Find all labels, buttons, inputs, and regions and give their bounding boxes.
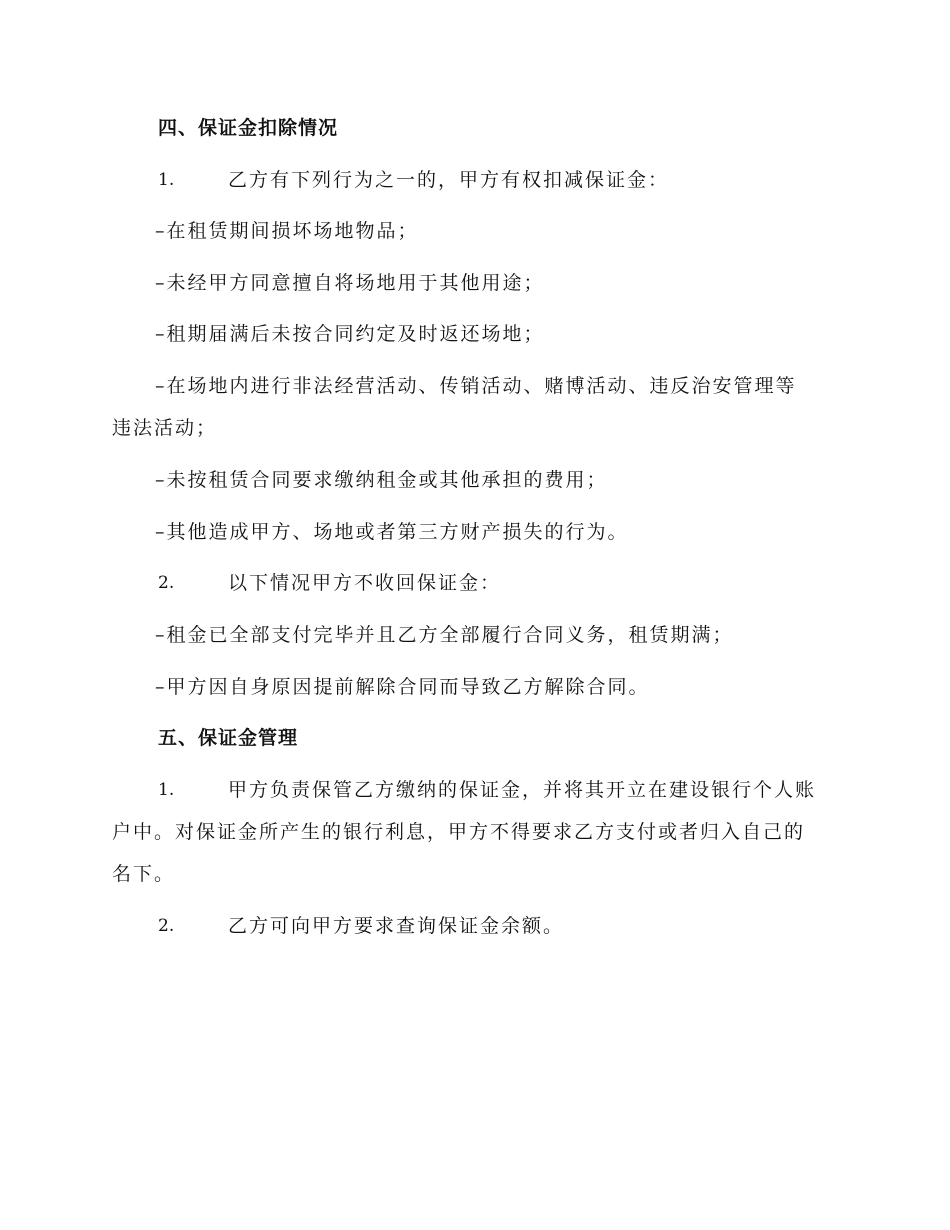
item-continuation: 户中。对保证金所产生的银行利息，甲方不得要求乙方支付或者归入自己的 (112, 821, 806, 843)
item-text: 以下情况甲方不收回保证金： (228, 572, 502, 594)
item-text: 乙方有下列行为之一的，甲方有权扣减保证金： (228, 169, 670, 191)
item-text: 乙方可向甲方要求查询保证金余额。 (228, 915, 565, 937)
bullet-line: –甲方因自身原因提前解除合同而导致乙方解除合同。 (155, 676, 650, 698)
section-heading-4: 四、保证金扣除情况 (158, 117, 339, 139)
item-number: 2. (158, 916, 175, 936)
item-number: 1. (158, 780, 175, 800)
bullet-line: –租期届满后未按合同约定及时返还场地； (155, 323, 545, 345)
item-number: 2. (158, 573, 175, 593)
bullet-line: –在租赁期间损坏场地物品； (155, 220, 419, 242)
section-heading-5: 五、保证金管理 (158, 727, 299, 749)
item-number: 1. (158, 170, 175, 190)
bullet-line: –未按租赁合同要求缴纳租金或其他承担的费用； (155, 469, 608, 491)
item-continuation: 名下。 (112, 863, 176, 885)
bullet-line: –未经甲方同意擅自将场地用于其他用途； (155, 272, 545, 294)
item-text: 甲方负责保管乙方缴纳的保证金，并将其开立在建设银行个人账 (228, 779, 817, 801)
bullet-line: –租金已全部支付完毕并且乙方全部履行合同义务，租赁期满； (155, 624, 734, 646)
bullet-line: –在场地内进行非法经营活动、传销活动、赌博活动、违反治安管理等 (155, 375, 797, 397)
bullet-continuation: 违法活动； (112, 417, 218, 439)
bullet-line: –其他造成甲方、场地或者第三方财产损失的行为。 (155, 521, 629, 543)
